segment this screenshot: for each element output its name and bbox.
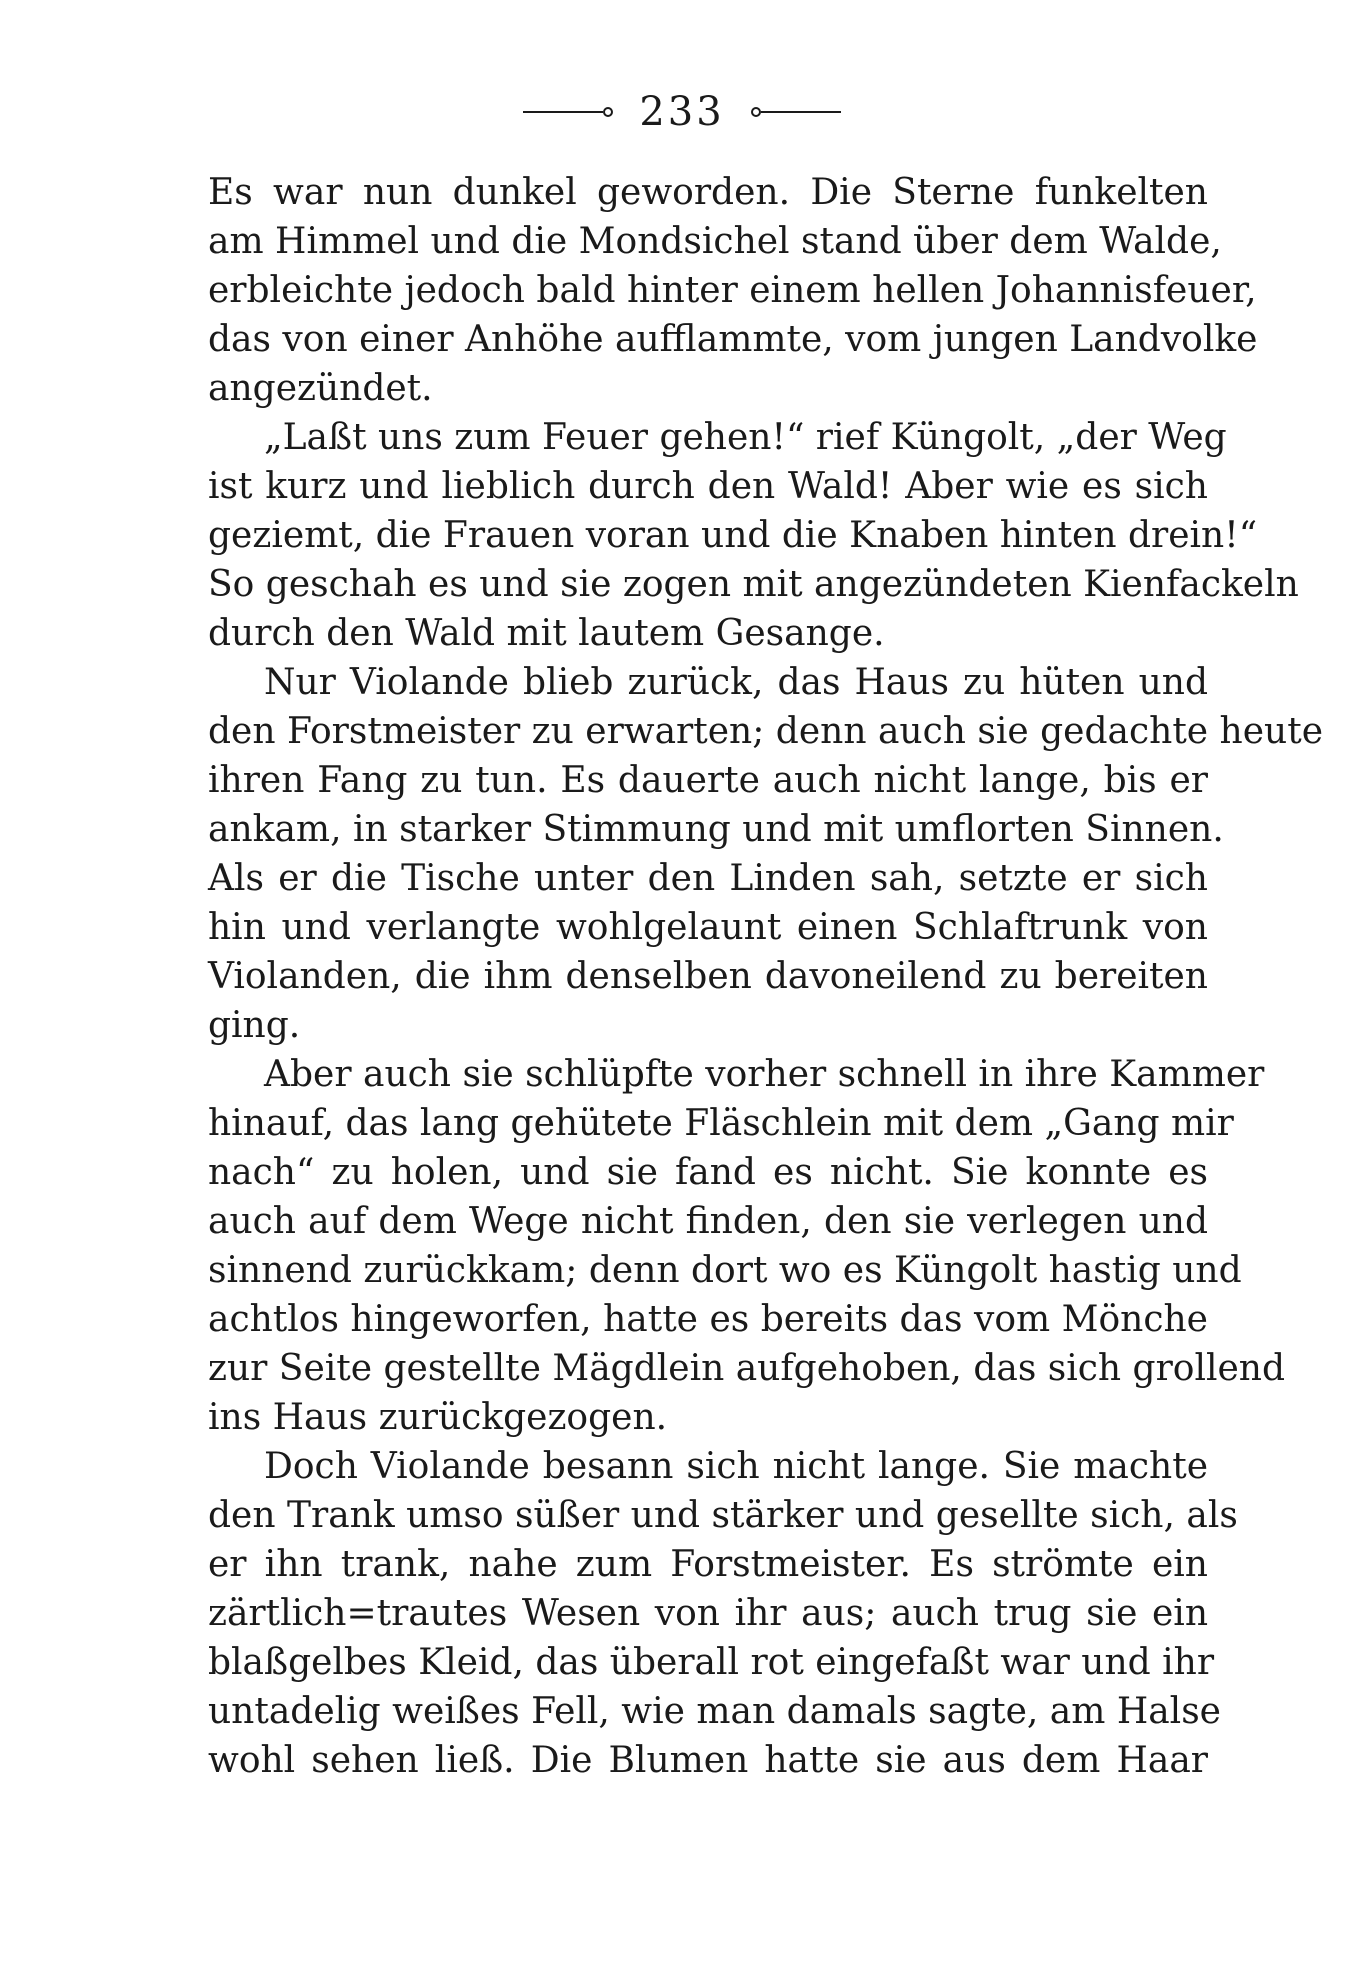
- text-line: ankam, in starker Stimmung und mit umflorten Sinnen.: [208, 809, 1224, 850]
- text-line: er ihn trank, nahe zum Forstmeister. Es strömte ein: [208, 1544, 1208, 1585]
- text-line: sinnend zurückkam; denn dort wo es Küngolt hastig und: [208, 1250, 1242, 1291]
- rule-circle: [751, 107, 761, 117]
- text-line: erbleichte jedoch bald hinter einem hellen Johannisfeuer,: [208, 270, 1257, 311]
- text-line: nach“ zu holen, und sie fand es nicht. Sie konnte es: [208, 1152, 1208, 1193]
- text-line: Aber auch sie schlüpfte vorher schnell in ihre Kammer: [264, 1054, 1265, 1095]
- text-line: geziemt, die Frauen voran und die Knaben hinten drein!“: [208, 515, 1258, 556]
- rule-line: [761, 111, 841, 113]
- text-line: ist kurz und lieblich durch den Wald! Aber wie es sich: [208, 466, 1208, 507]
- text-line: Als er die Tische unter den Linden sah, setzte er sich: [208, 858, 1208, 899]
- text-line: angezündet.: [208, 368, 433, 409]
- body-text: [208, 168, 1323, 1785]
- rule-line: [523, 111, 603, 113]
- text-line: wohl sehen ließ. Die Blumen hatte sie aus dem Haar: [208, 1740, 1208, 1781]
- text-line: Doch Violande besann sich nicht lange. Sie machte: [264, 1446, 1208, 1487]
- text-line: Violanden, die ihm denselben davoneilend zu bereiten: [208, 956, 1208, 997]
- text-line: ins Haus zurückgezogen.: [208, 1397, 668, 1438]
- page-header: [0, 84, 1364, 140]
- text-line: den Forstmeister zu erwarten; denn auch sie gedachte heute: [208, 711, 1323, 752]
- text-line: achtlos hingeworfen, hatte es bereits das vom Mönche: [208, 1299, 1208, 1340]
- text-line: blaßgelbes Kleid, das überall rot eingefaßt war und ihr: [208, 1642, 1215, 1683]
- text-line: ging.: [208, 1005, 301, 1046]
- text-line: ihren Fang zu tun. Es dauerte auch nicht lange, bis er: [208, 760, 1208, 801]
- text-line: den Trank umso süßer und stärker und gesellte sich, als: [208, 1495, 1238, 1536]
- text-line: Nur Violande blieb zurück, das Haus zu hüten und: [264, 662, 1208, 703]
- rule-circle: [603, 107, 613, 117]
- text-line: am Himmel und die Mondsichel stand über dem Walde,: [208, 221, 1222, 262]
- text-line: zur Seite gestellte Mägdlein aufgehoben, das sich grollend: [208, 1348, 1286, 1389]
- text-line: hinauf, das lang gehütete Fläschlein mit dem „Gang mir: [208, 1103, 1234, 1144]
- text-line: durch den Wald mit lautem Gesange.: [208, 613, 885, 654]
- text-line: untadelig weißes Fell, wie man damals sagte, am Halse: [208, 1691, 1221, 1732]
- text-line: auch auf dem Wege nicht finden, den sie verlegen und: [208, 1201, 1208, 1242]
- text-line: hin und verlangte wohlgelaunt einen Schlaftrunk von: [208, 907, 1208, 948]
- text-line: So geschah es und sie zogen mit angezündeten Kienfackeln: [208, 564, 1299, 605]
- left-ornament-rule: [523, 107, 613, 117]
- text-line: zärtlich=trautes Wesen von ihr aus; auch trug sie ein: [208, 1593, 1208, 1634]
- page-number: 233: [639, 89, 725, 135]
- text-line: „Laßt uns zum Feuer gehen!“ rief Küngolt, „der Weg: [264, 417, 1227, 458]
- text-line: Es war nun dunkel geworden. Die Sterne funkelten: [208, 172, 1208, 213]
- text-line: das von einer Anhöhe aufflammte, vom jungen Landvolke: [208, 319, 1258, 360]
- right-ornament-rule: [751, 107, 841, 117]
